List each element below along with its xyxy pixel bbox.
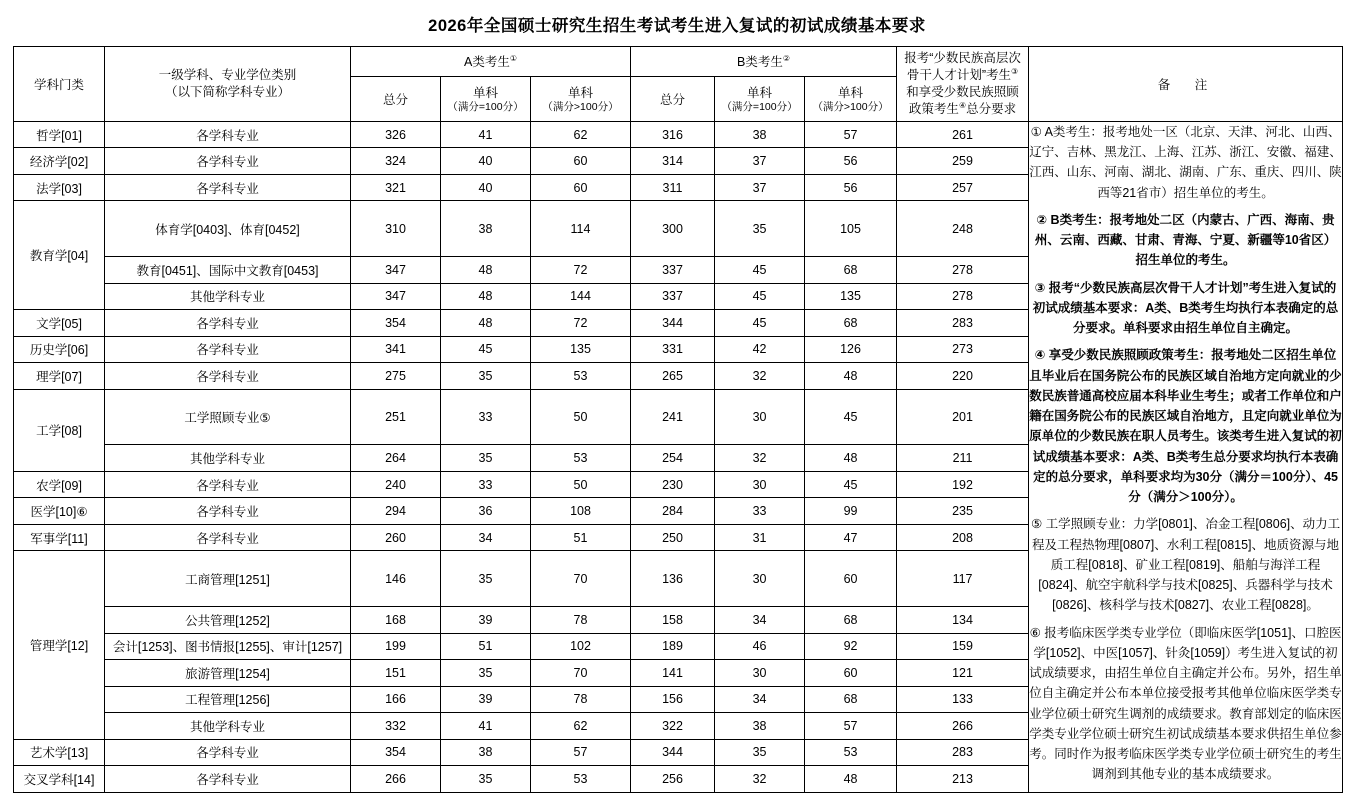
score-cell-b-s100: 32 (715, 363, 805, 390)
major-cell: 其他学科专业 (105, 283, 351, 310)
major-cell: 各学科专业 (105, 498, 351, 525)
remark-paragraph-3: ③ 报考“少数民族高层次骨干人才计划”考生进入复试的初试成绩基本要求：A类、B类考生均执行本表确定的总分要求。单科要求由招生单位自主确定。 (1032, 280, 1339, 336)
score-cell-b-s100p: 60 (805, 551, 897, 607)
score-cell-b-total: 316 (631, 121, 715, 148)
header-a-single-over100-label: 单科 (568, 85, 594, 100)
score-cell-b-s100p: 56 (805, 148, 897, 175)
score-cell-b-s100: 35 (715, 739, 805, 766)
score-cell-a-s100: 39 (441, 607, 531, 634)
header-b-single-over100-note: （满分>100分） (812, 100, 889, 113)
header-major-line1: 一级学科、专业学位类别 (158, 68, 297, 83)
major-cell: 工程管理[1256] (105, 686, 351, 713)
discipline-category-cell: 交叉学科[14] (14, 766, 105, 793)
header-group-b-label: B类考生 (737, 55, 783, 70)
major-cell: 各学科专业 (105, 471, 351, 498)
score-cell-a-total: 151 (351, 660, 441, 687)
score-cell-minority: 266 (897, 713, 1029, 740)
header-minority-plan (897, 47, 1029, 122)
score-cell-a-s100: 38 (441, 739, 531, 766)
discipline-category-cell: 管理学[12] (14, 551, 105, 739)
score-cell-b-s100p: 105 (805, 201, 897, 257)
score-cell-minority: 201 (897, 389, 1029, 445)
score-cell-b-total: 311 (631, 174, 715, 201)
score-cell-b-total: 156 (631, 686, 715, 713)
score-cell-b-s100p: 99 (805, 498, 897, 525)
score-cell-a-s100p: 135 (531, 336, 631, 363)
score-cell-a-s100: 33 (441, 389, 531, 445)
score-cell-a-total: 260 (351, 524, 441, 551)
header-group-a-sup: ① (509, 54, 518, 64)
score-cell-a-total: 275 (351, 363, 441, 390)
score-cell-b-total: 265 (631, 363, 715, 390)
score-cell-b-s100p: 68 (805, 257, 897, 284)
score-cell-b-total: 314 (631, 148, 715, 175)
score-cell-b-s100: 45 (715, 257, 805, 284)
score-cell-a-s100p: 62 (531, 713, 631, 740)
header-a-single-100-label: 单科 (472, 85, 498, 100)
score-cell-a-total: 240 (351, 471, 441, 498)
major-cell: 公共管理[1252] (105, 607, 351, 634)
score-cell-b-s100: 30 (715, 551, 805, 607)
score-cell-a-total: 251 (351, 389, 441, 445)
header-minority-text: 报考“少数民族高层次骨干人才计划”考生③和享受少数民族照顾政策考生④总分要求 (904, 51, 1021, 116)
score-cell-b-s100p: 48 (805, 445, 897, 472)
header-remark: 备 注 (1029, 47, 1343, 122)
score-cell-a-total: 341 (351, 336, 441, 363)
score-cell-a-s100p: 60 (531, 174, 631, 201)
score-cell-minority: 208 (897, 524, 1029, 551)
major-cell: 各学科专业 (105, 310, 351, 337)
major-cell: 各学科专业 (105, 363, 351, 390)
major-cell: 各学科专业 (105, 174, 351, 201)
score-cell-b-s100p: 48 (805, 766, 897, 793)
discipline-category-cell: 文学[05] (14, 310, 105, 337)
score-cell-minority: 273 (897, 336, 1029, 363)
score-cell-a-total: 321 (351, 174, 441, 201)
major-cell: 各学科专业 (105, 524, 351, 551)
header-group-b (631, 47, 897, 77)
major-cell: 各学科专业 (105, 148, 351, 175)
discipline-category-cell: 理学[07] (14, 363, 105, 390)
major-cell: 工学照顾专业⑤ (105, 389, 351, 445)
score-cell-b-total: 136 (631, 551, 715, 607)
score-cell-a-s100: 35 (441, 660, 531, 687)
score-cell-b-s100p: 126 (805, 336, 897, 363)
score-cell-minority: 134 (897, 607, 1029, 634)
score-cell-b-total: 189 (631, 633, 715, 660)
score-cell-b-s100p: 48 (805, 363, 897, 390)
score-cell-a-s100p: 51 (531, 524, 631, 551)
score-cell-b-total: 322 (631, 713, 715, 740)
score-cell-a-s100: 38 (441, 201, 531, 257)
score-cell-a-total: 324 (351, 148, 441, 175)
score-cell-minority: 133 (897, 686, 1029, 713)
score-cell-a-s100p: 144 (531, 283, 631, 310)
score-cell-minority: 117 (897, 551, 1029, 607)
score-cell-a-total: 354 (351, 310, 441, 337)
score-cell-b-s100: 37 (715, 174, 805, 201)
major-cell: 教育[0451]、国际中文教育[0453] (105, 257, 351, 284)
score-cell-a-s100p: 53 (531, 363, 631, 390)
score-cell-b-total: 158 (631, 607, 715, 634)
discipline-category-cell: 教育学[04] (14, 201, 105, 310)
remark-paragraph-4: ④ 享受少数民族照顾政策考生：报考地处二区招生单位且毕业后在国务院公布的民族区域自治地方定向就业的少数民族普通高校应届本科毕业生考生；或者工作单位和户籍在国务院公布的民族区域自治地方，且定向就业单位为原单位的少数民族在职人员考生。该类考生进入复试的初试成绩基本要求：A类、B类考生总分要求均执行本表确定的总分要求，单科要求均为30分（满分＝100分）、45分（满分＞100分）。 (1029, 348, 1342, 505)
score-cell-b-s100: 32 (715, 766, 805, 793)
major-cell: 各学科专业 (105, 121, 351, 148)
score-cell-a-s100p: 62 (531, 121, 631, 148)
score-cell-minority: 211 (897, 445, 1029, 472)
score-cell-a-s100: 34 (441, 524, 531, 551)
score-cell-b-total: 254 (631, 445, 715, 472)
score-cell-b-s100p: 92 (805, 633, 897, 660)
remark-paragraph-2: ② B类考生：报考地处二区（内蒙古、广西、海南、贵州、云南、西藏、甘肃、青海、宁夏、新疆等10省区）招生单位的考生。 (1034, 212, 1337, 268)
score-cell-a-s100p: 50 (531, 389, 631, 445)
score-cell-b-total: 141 (631, 660, 715, 687)
score-cell-minority: 213 (897, 766, 1029, 793)
score-cell-a-total: 310 (351, 201, 441, 257)
header-group-b-sup: ② (782, 54, 791, 64)
score-cell-a-s100: 35 (441, 445, 531, 472)
score-cell-b-total: 241 (631, 389, 715, 445)
major-cell: 体育学[0403]、体育[0452] (105, 201, 351, 257)
score-cell-b-s100p: 56 (805, 174, 897, 201)
score-cell-a-s100: 36 (441, 498, 531, 525)
score-cell-b-s100: 30 (715, 660, 805, 687)
score-cell-b-total: 344 (631, 739, 715, 766)
score-cell-a-total: 264 (351, 445, 441, 472)
score-cell-a-s100p: 108 (531, 498, 631, 525)
score-cell-a-total: 199 (351, 633, 441, 660)
score-cell-a-s100p: 72 (531, 257, 631, 284)
score-cell-a-total: 168 (351, 607, 441, 634)
score-cell-b-total: 256 (631, 766, 715, 793)
header-b-total: 总分 (631, 76, 715, 121)
table-row (14, 121, 1343, 148)
score-cell-b-total: 337 (631, 283, 715, 310)
page-title: 2026年全国硕士研究生招生考试考生进入复试的初试成绩基本要求 (428, 17, 926, 35)
score-cell-a-s100: 40 (441, 148, 531, 175)
discipline-category-cell: 经济学[02] (14, 148, 105, 175)
discipline-category-cell: 医学[10]⑥ (14, 498, 105, 525)
header-a-single-over100 (531, 76, 631, 121)
score-cell-a-s100p: 78 (531, 686, 631, 713)
major-cell: 各学科专业 (105, 336, 351, 363)
score-cell-a-s100: 35 (441, 551, 531, 607)
header-a-single-100-note: （满分=100分） (447, 100, 524, 113)
remark-paragraph-5: ⑤ 工学照顾专业：力学[0801]、冶金工程[0806]、动力工程及工程热物理[0807]、水利工程[0815]、地质资源与地质工程[0818]、矿业工程[0819]、船舶与海洋工程[0824]、航空宇航科学与技术[0825]、兵器科学与技术[0826]、核科学与技术[0827]、农业工程[0828]。 (1030, 517, 1341, 613)
header-major-line2: （以下简称学科专业） (164, 84, 290, 99)
header-group-a (351, 47, 631, 77)
score-cell-b-total: 250 (631, 524, 715, 551)
score-cell-b-s100: 46 (715, 633, 805, 660)
major-cell: 旅游管理[1254] (105, 660, 351, 687)
score-cell-a-total: 326 (351, 121, 441, 148)
major-cell: 其他学科专业 (105, 713, 351, 740)
score-cell-b-s100: 31 (715, 524, 805, 551)
score-cell-minority: 283 (897, 739, 1029, 766)
discipline-category-cell: 法学[03] (14, 174, 105, 201)
score-cell-a-total: 294 (351, 498, 441, 525)
score-cell-b-total: 331 (631, 336, 715, 363)
score-cell-minority: 261 (897, 121, 1029, 148)
major-cell: 各学科专业 (105, 739, 351, 766)
score-cell-b-s100: 32 (715, 445, 805, 472)
score-cell-a-s100p: 60 (531, 148, 631, 175)
score-cell-b-total: 300 (631, 201, 715, 257)
score-cell-b-s100p: 47 (805, 524, 897, 551)
header-b-single-100-note: （满分=100分） (721, 100, 798, 113)
score-cell-b-s100: 34 (715, 607, 805, 634)
score-cell-b-s100p: 45 (805, 471, 897, 498)
score-cell-b-s100p: 68 (805, 686, 897, 713)
score-cell-b-s100p: 68 (805, 607, 897, 634)
score-cell-b-s100p: 57 (805, 121, 897, 148)
header-b-single-over100 (805, 76, 897, 121)
score-cell-a-s100p: 78 (531, 607, 631, 634)
score-cell-minority: 159 (897, 633, 1029, 660)
score-cell-b-s100p: 60 (805, 660, 897, 687)
score-cell-b-s100: 45 (715, 283, 805, 310)
remark-paragraph-6: ⑥ 报考临床医学类专业学位（即临床医学[1051]、口腔医学[1052]、中医[1057]、针灸[1059]）考生进入复试的初试成绩要求，由招生单位自主确定并公布。另外，招生单位自主确定并公布本单位接受报考其他单位临床医学类专业学位硕士研究生调剂的成绩要求。教育部划定的临床医学类专业学位硕士研究生初试成绩基本要求供招生单位参考。同时作为报考临床医学类专业学位硕士研究生的考生调剂到其他专业的基本成绩要求。 (1029, 625, 1342, 782)
score-cell-a-s100: 48 (441, 283, 531, 310)
major-cell: 会计[1253]、图书情报[1255]、审计[1257] (105, 633, 351, 660)
major-cell: 各学科专业 (105, 766, 351, 793)
score-cell-minority: 278 (897, 257, 1029, 284)
score-cell-a-s100p: 70 (531, 660, 631, 687)
score-cell-a-s100: 40 (441, 174, 531, 201)
score-cell-minority: 235 (897, 498, 1029, 525)
score-cell-a-s100: 48 (441, 310, 531, 337)
score-requirements-table (13, 46, 1343, 793)
score-cell-b-s100p: 68 (805, 310, 897, 337)
score-cell-a-s100p: 57 (531, 739, 631, 766)
discipline-category-cell: 历史学[06] (14, 336, 105, 363)
score-cell-a-s100: 41 (441, 121, 531, 148)
score-cell-b-s100p: 135 (805, 283, 897, 310)
score-cell-a-s100: 51 (441, 633, 531, 660)
score-cell-b-s100p: 57 (805, 713, 897, 740)
header-major (105, 47, 351, 122)
score-cell-b-s100: 35 (715, 201, 805, 257)
score-cell-a-total: 166 (351, 686, 441, 713)
score-cell-a-total: 332 (351, 713, 441, 740)
score-cell-b-s100: 37 (715, 148, 805, 175)
score-cell-a-s100p: 102 (531, 633, 631, 660)
discipline-category-cell: 军事学[11] (14, 524, 105, 551)
score-cell-a-total: 146 (351, 551, 441, 607)
score-cell-minority: 278 (897, 283, 1029, 310)
header-b-single-100-label: 单科 (747, 85, 773, 100)
score-cell-a-s100: 35 (441, 363, 531, 390)
score-cell-a-s100p: 72 (531, 310, 631, 337)
score-cell-b-s100p: 45 (805, 389, 897, 445)
score-cell-b-total: 230 (631, 471, 715, 498)
score-cell-b-s100: 30 (715, 471, 805, 498)
header-discipline-category: 学科门类 (14, 47, 105, 122)
table-body (14, 121, 1343, 792)
score-cell-a-s100p: 50 (531, 471, 631, 498)
discipline-category-cell: 哲学[01] (14, 121, 105, 148)
score-cell-minority: 248 (897, 201, 1029, 257)
score-cell-b-s100: 38 (715, 713, 805, 740)
header-b-single-over100-label: 单科 (838, 85, 864, 100)
score-cell-b-s100: 33 (715, 498, 805, 525)
score-cell-a-s100: 45 (441, 336, 531, 363)
major-cell: 其他学科专业 (105, 445, 351, 472)
score-cell-a-s100: 48 (441, 257, 531, 284)
score-cell-a-total: 354 (351, 739, 441, 766)
score-cell-b-s100p: 53 (805, 739, 897, 766)
score-cell-b-total: 337 (631, 257, 715, 284)
score-cell-b-s100: 42 (715, 336, 805, 363)
discipline-category-cell: 工学[08] (14, 389, 105, 471)
score-cell-minority: 283 (897, 310, 1029, 337)
major-cell: 工商管理[1251] (105, 551, 351, 607)
score-cell-a-s100p: 114 (531, 201, 631, 257)
score-cell-minority: 121 (897, 660, 1029, 687)
header-a-single-over100-note: （满分>100分） (542, 100, 619, 113)
remark-cell (1029, 121, 1343, 792)
discipline-category-cell: 艺术学[13] (14, 739, 105, 766)
score-cell-a-s100: 39 (441, 686, 531, 713)
score-cell-a-total: 347 (351, 257, 441, 284)
header-b-single-100 (715, 76, 805, 121)
score-cell-a-s100p: 70 (531, 551, 631, 607)
score-cell-a-s100p: 53 (531, 766, 631, 793)
score-cell-a-total: 266 (351, 766, 441, 793)
score-cell-minority: 192 (897, 471, 1029, 498)
remark-paragraph-1: ① A类考生：报考地处一区（北京、天津、河北、山西、辽宁、吉林、黑龙江、上海、江苏、浙江、安徽、福建、江西、山东、河南、湖北、湖南、广东、重庆、四川、陕西等21省市）招生单位的考生。 (1029, 124, 1342, 200)
score-cell-a-s100: 35 (441, 766, 531, 793)
score-cell-b-s100: 45 (715, 310, 805, 337)
score-cell-b-s100: 34 (715, 686, 805, 713)
score-cell-b-total: 284 (631, 498, 715, 525)
score-cell-a-s100p: 53 (531, 445, 631, 472)
header-a-single-100 (441, 76, 531, 121)
score-cell-b-s100: 38 (715, 121, 805, 148)
discipline-category-cell: 农学[09] (14, 471, 105, 498)
header-group-a-label: A类考生 (464, 55, 510, 70)
score-cell-b-total: 344 (631, 310, 715, 337)
score-cell-b-s100: 30 (715, 389, 805, 445)
score-cell-a-s100: 41 (441, 713, 531, 740)
score-cell-minority: 257 (897, 174, 1029, 201)
score-cell-a-s100: 33 (441, 471, 531, 498)
score-cell-minority: 220 (897, 363, 1029, 390)
header-a-total: 总分 (351, 76, 441, 121)
score-cell-a-total: 347 (351, 283, 441, 310)
score-cell-minority: 259 (897, 148, 1029, 175)
